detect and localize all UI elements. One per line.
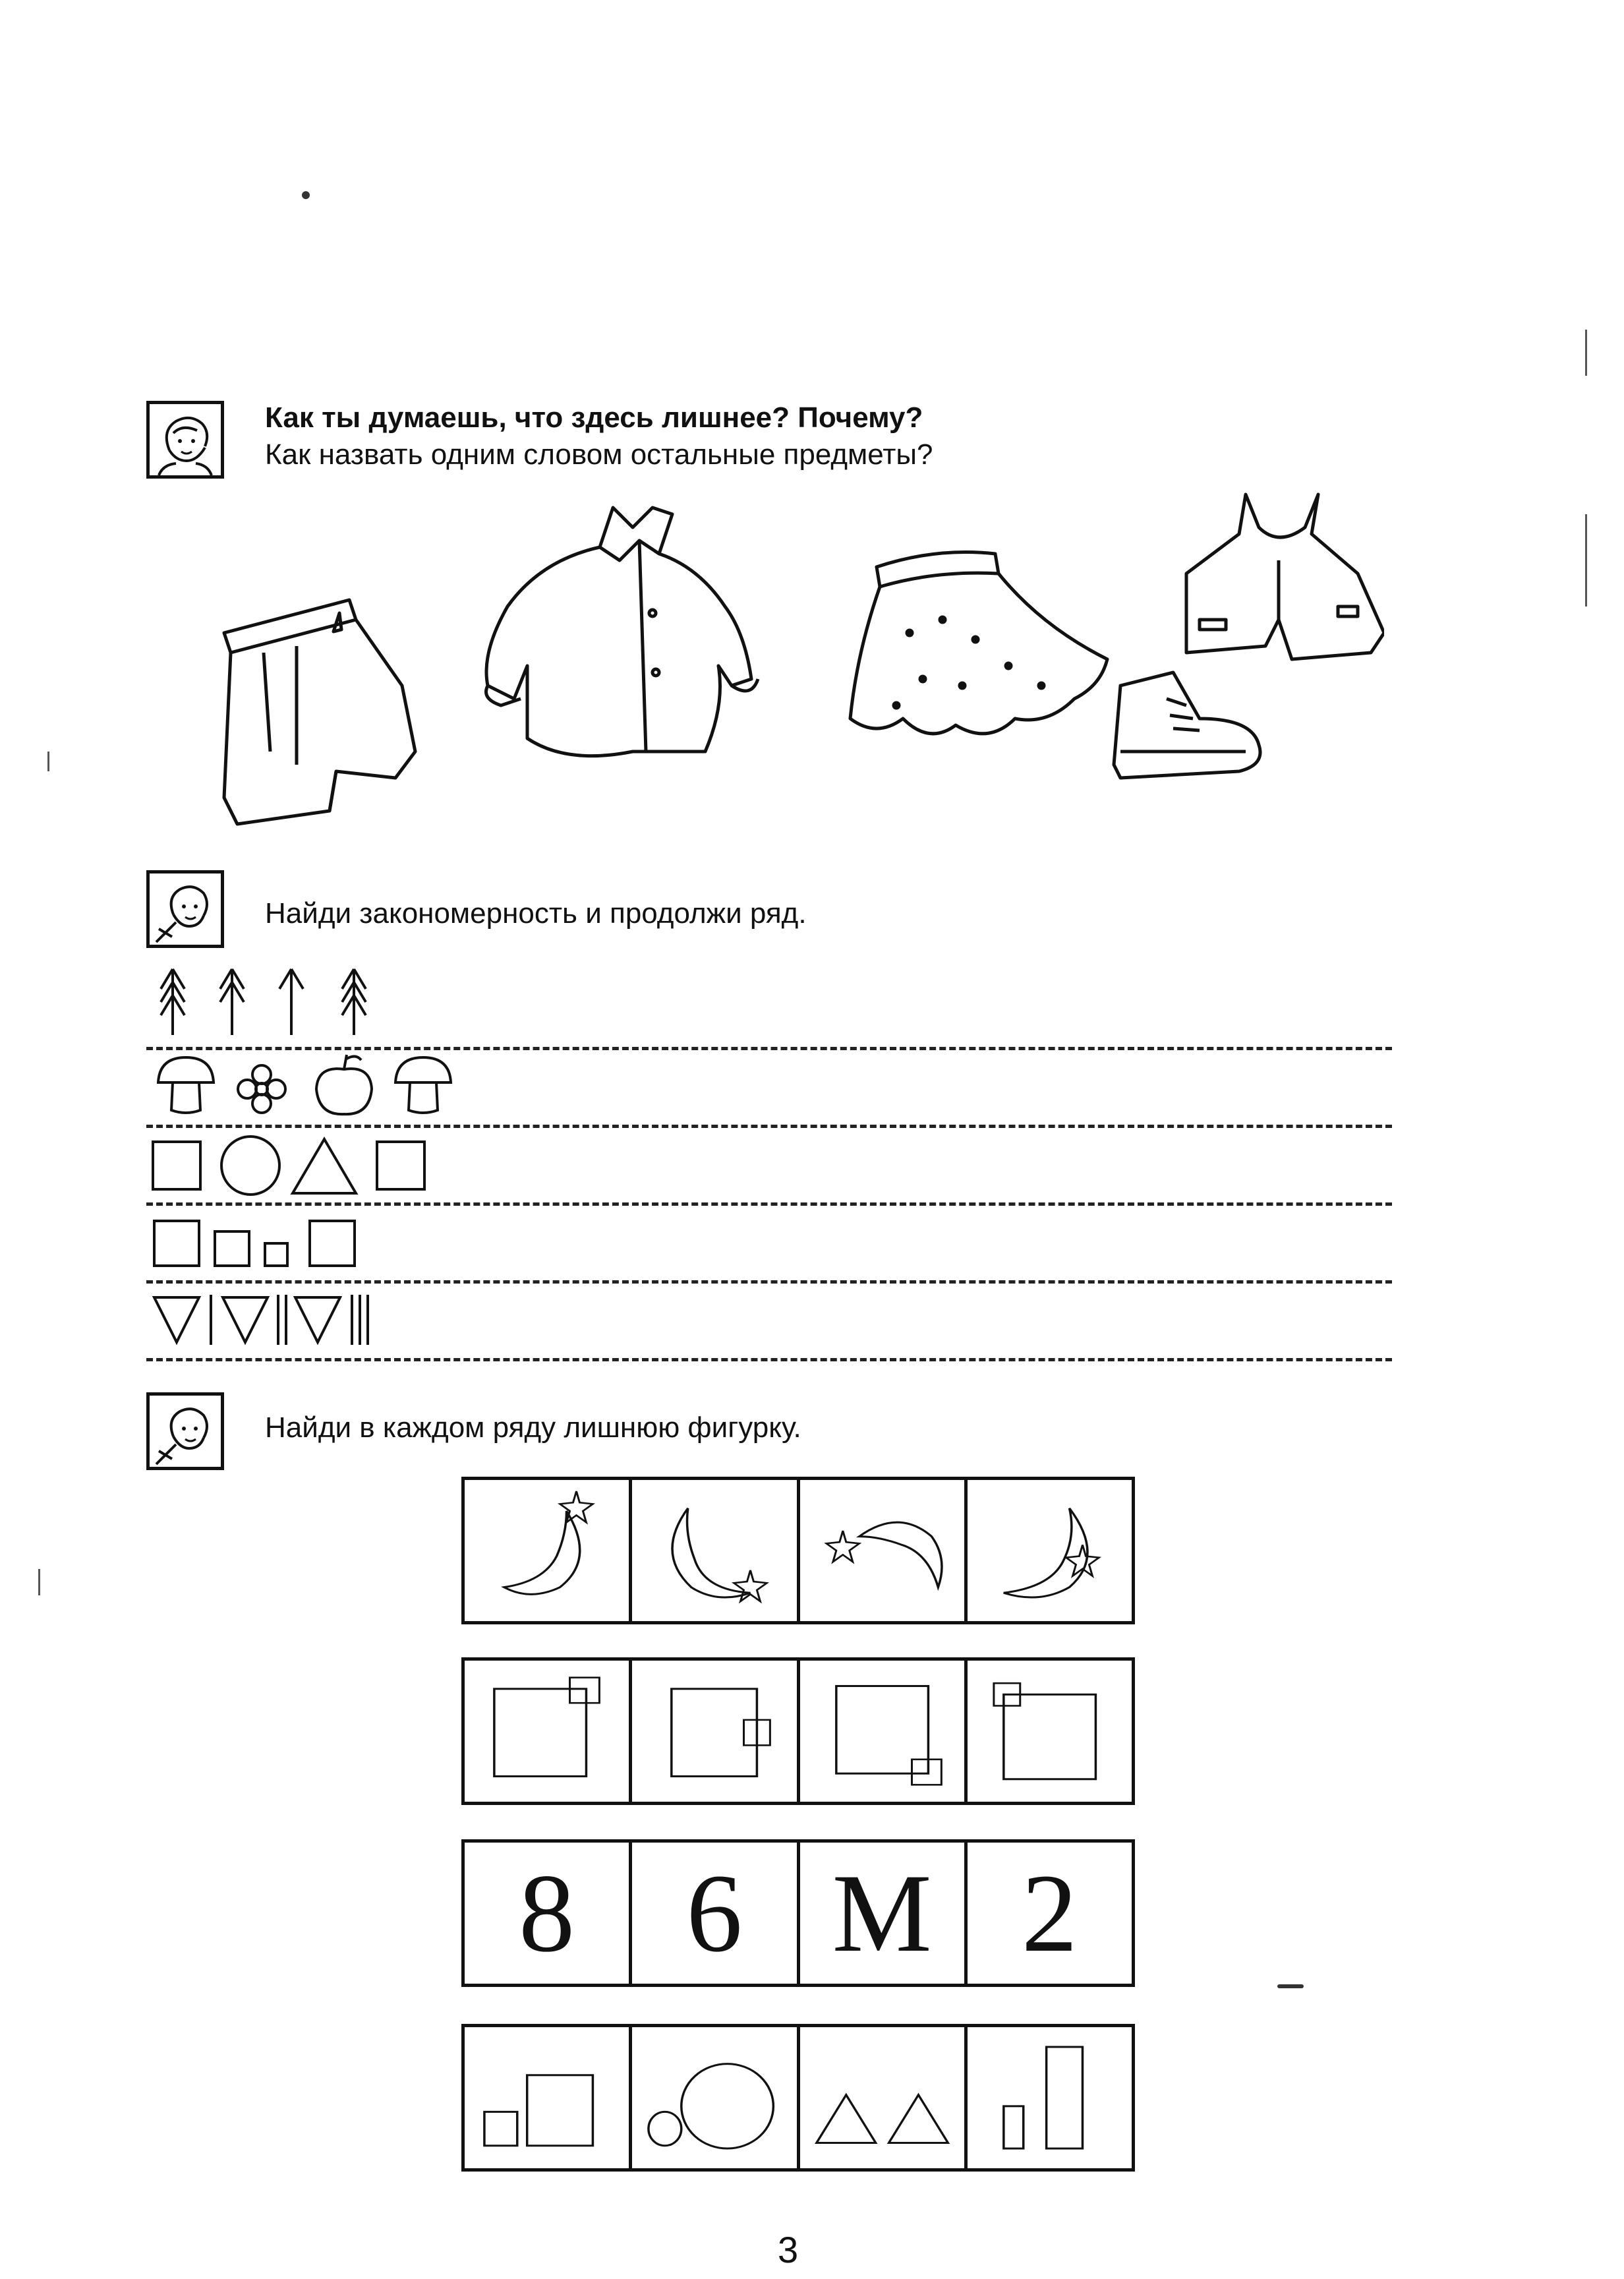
task1-question: Как ты думаешь, что здесь лишнее? Почему?: [265, 401, 923, 434]
scan-speck: [302, 191, 310, 199]
pair-bars-cell[interactable]: [968, 2027, 1132, 2168]
odd-figure-row-squares: [461, 1657, 1135, 1805]
moon-star-cell-odd[interactable]: [800, 1480, 968, 1621]
pair-circles-cell[interactable]: [632, 2027, 799, 2168]
shirt-image: [486, 508, 759, 756]
square-corner-cell[interactable]: [968, 1661, 1132, 1802]
glyph-cell-odd[interactable]: [800, 1843, 968, 1984]
child-face-icon: [146, 401, 224, 479]
scan-edge-line: [1585, 514, 1587, 607]
glyph-cell[interactable]: [465, 1843, 632, 1984]
moon-star-cell[interactable]: [465, 1480, 632, 1621]
moon-star-cell[interactable]: [632, 1480, 799, 1621]
scan-speck: [1277, 1984, 1304, 1988]
pattern-continue-line-2[interactable]: [146, 1125, 1392, 1128]
pattern-continue-line-3[interactable]: [146, 1202, 1392, 1206]
glyph-letter-m: М: [832, 1850, 932, 1975]
glyph-six: 6: [686, 1850, 743, 1975]
task3-instruction: Найди в каждом ряду лишнюю фигурку.: [265, 1411, 801, 1444]
square-corner-cell-odd[interactable]: [632, 1661, 799, 1802]
scan-edge-line: [38, 1569, 40, 1595]
odd-figure-row-pairs: [461, 2024, 1135, 2172]
scan-edge-line: [47, 752, 49, 771]
glyph-eight: 8: [519, 1850, 575, 1975]
boot-image: [1114, 672, 1260, 778]
pair-squares-cell[interactable]: [465, 2027, 632, 2168]
pattern-row-shapes: [146, 1129, 436, 1201]
child-drawing-icon: [146, 1392, 224, 1470]
vest-image: [1186, 494, 1384, 659]
task2-instruction: Найди закономерность и продолжи ряд.: [265, 897, 807, 930]
skirt-image: [850, 552, 1107, 734]
odd-figure-row-glyphs: [461, 1839, 1135, 1987]
task1-subquestion: Как назвать одним словом остальные предметы?: [265, 438, 933, 471]
pattern-row-mushroom-flower-apple: [146, 1050, 463, 1122]
pair-triangles-cell-odd[interactable]: [800, 2027, 968, 2168]
glyph-cell[interactable]: [968, 1843, 1132, 1984]
glyph-two: 2: [1021, 1850, 1078, 1975]
odd-figure-row-moons: [461, 1477, 1135, 1624]
square-corner-cell[interactable]: [465, 1661, 632, 1802]
moon-star-cell[interactable]: [968, 1480, 1132, 1621]
pattern-continue-line-5[interactable]: [146, 1358, 1392, 1361]
pattern-row-trees: [146, 962, 423, 1042]
pattern-continue-line-4[interactable]: [146, 1280, 1392, 1284]
pattern-row-squares: [146, 1206, 370, 1279]
square-corner-cell[interactable]: [800, 1661, 968, 1802]
pattern-row-triangles-bars: [146, 1284, 410, 1357]
child-drawing-icon: [146, 870, 224, 948]
scan-edge-line: [1585, 330, 1587, 376]
clothing-illustrations: [198, 488, 1384, 844]
glyph-cell[interactable]: [632, 1843, 799, 1984]
page-number: 3: [778, 2229, 799, 2270]
shorts-image: [224, 600, 415, 824]
